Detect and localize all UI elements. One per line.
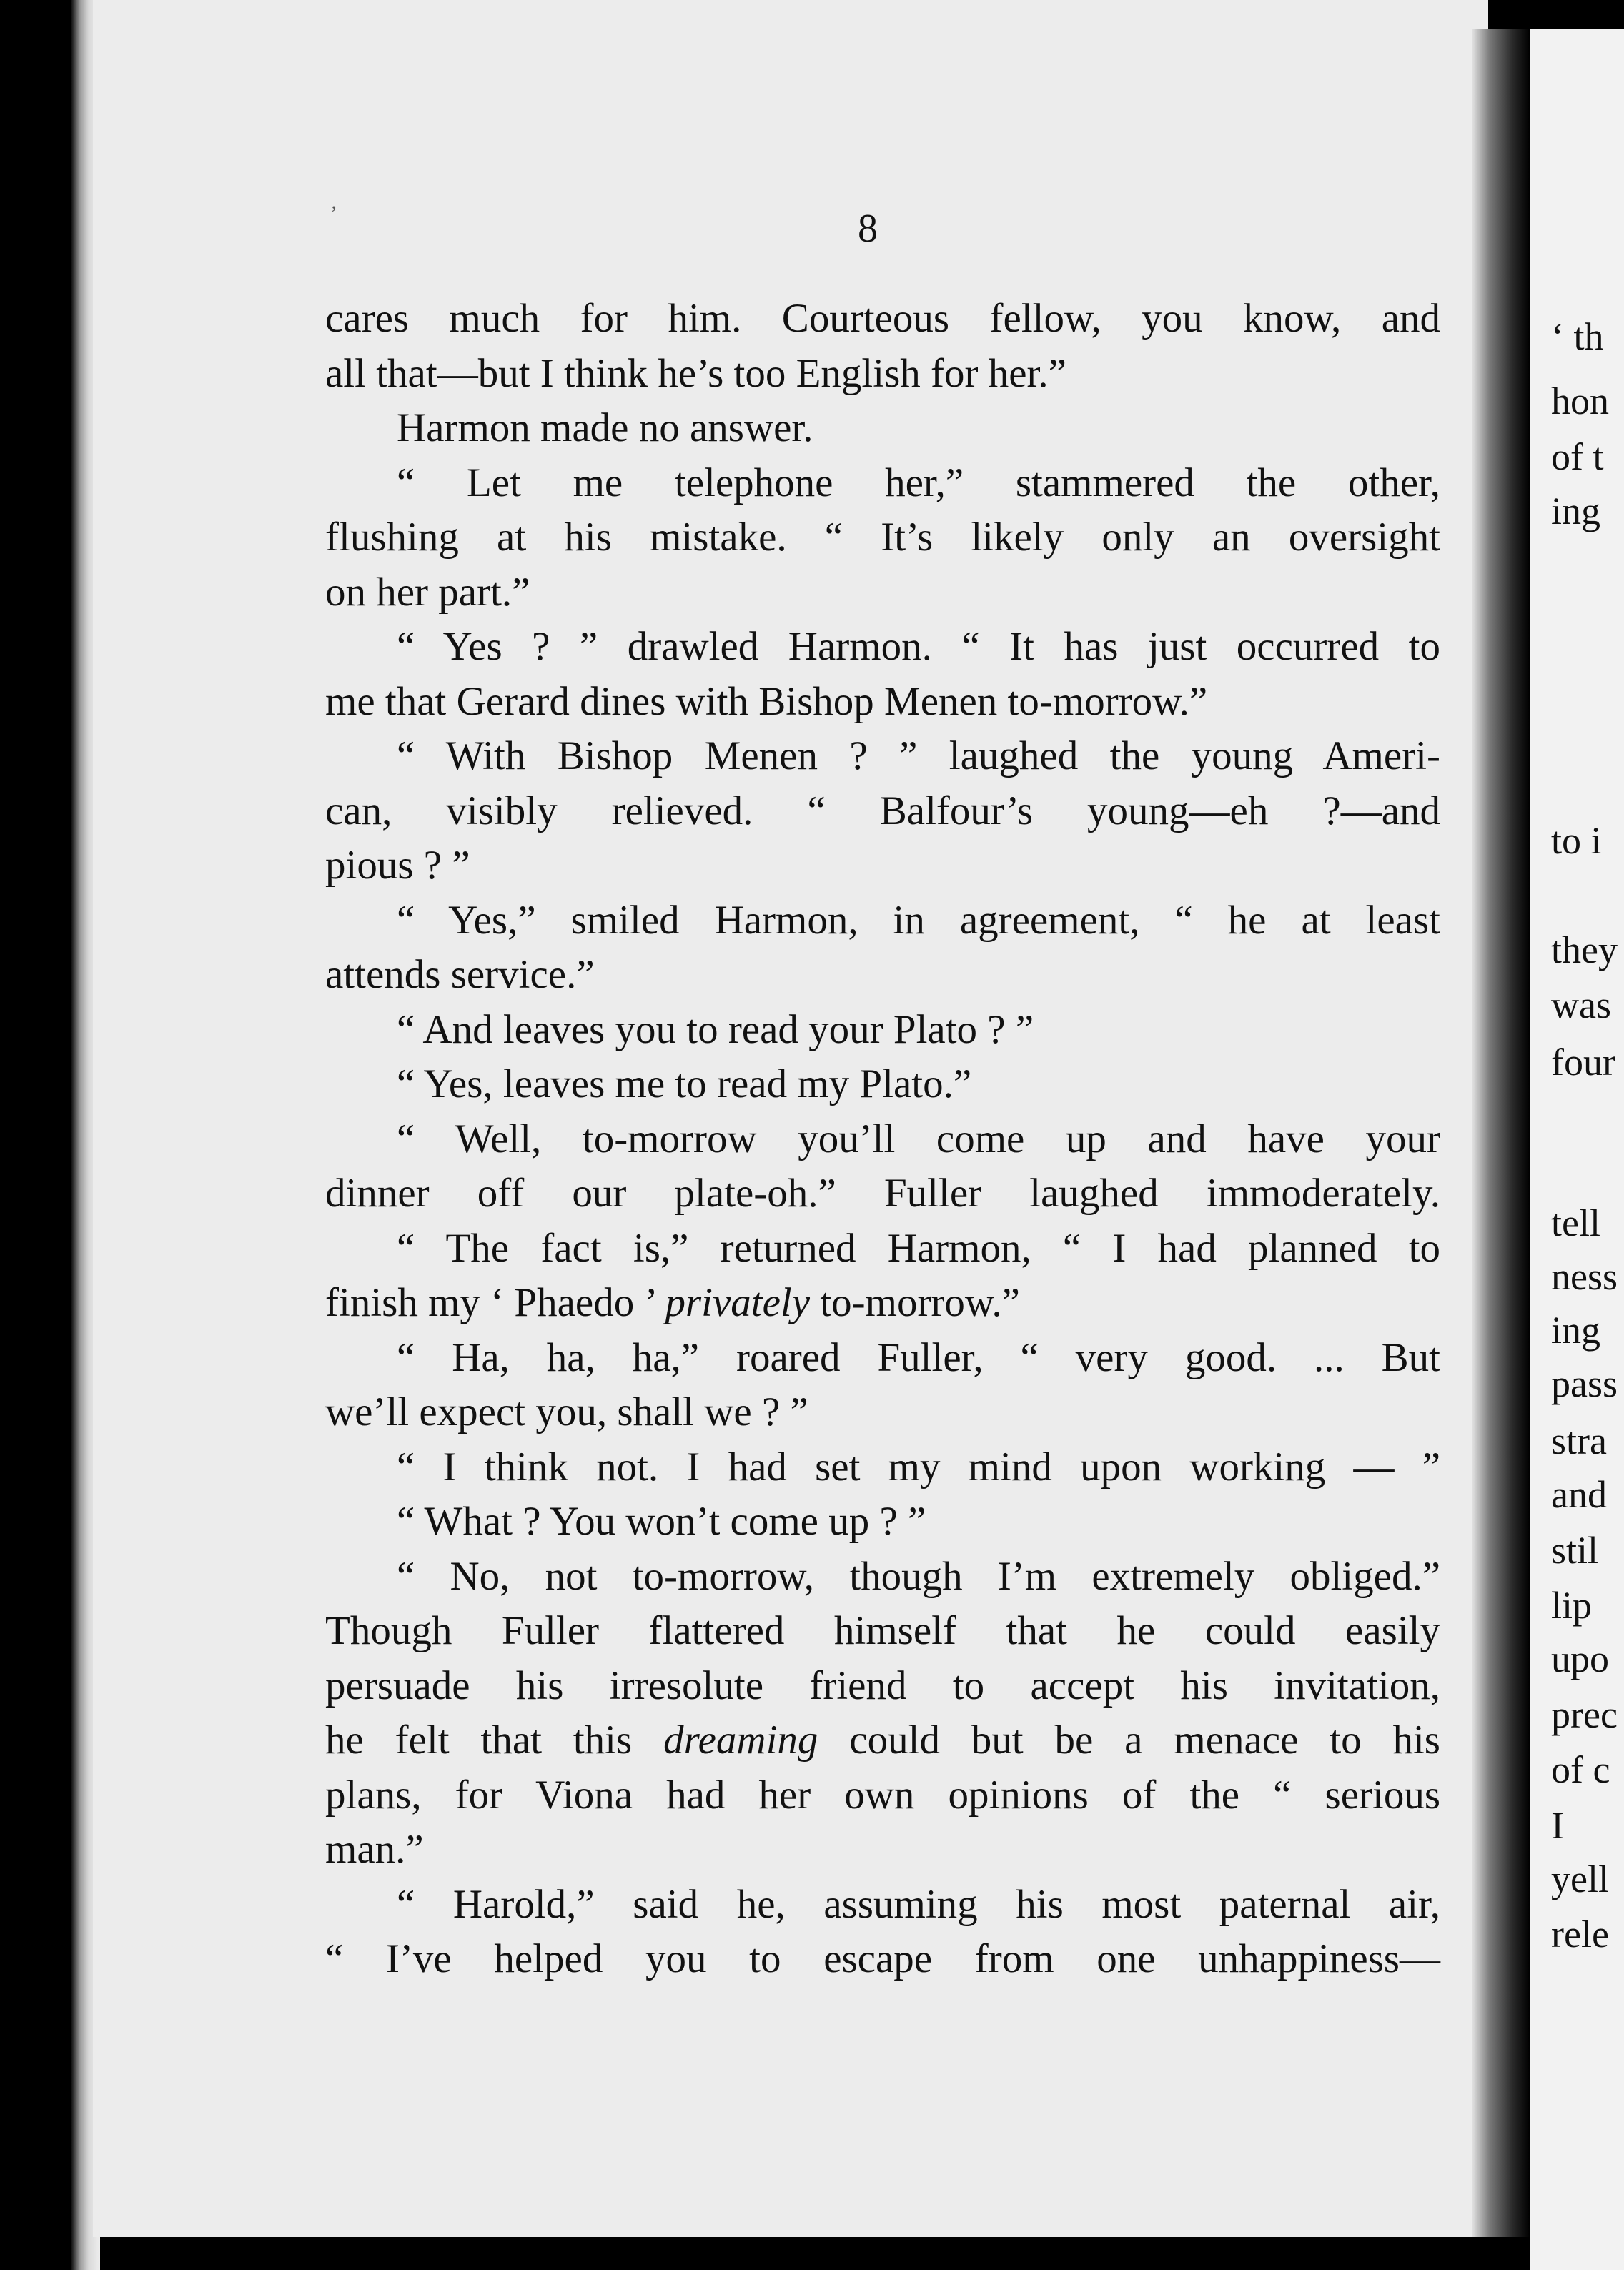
facing-page-fragment: and [1551, 1473, 1607, 1516]
text-line: finish my ‘ Phaedo ’ privately to-morrow.” [325, 1280, 1020, 1325]
facing-page-fragment: ness [1551, 1255, 1618, 1298]
text-line: “ Yes ? ” drawled Harmon. “ It has just occurred to [397, 624, 1440, 669]
text-line: he felt that this dreaming could but be a menace to his [325, 1718, 1440, 1763]
text-line: attends service.” [325, 952, 595, 997]
text-line: “ No, not to-morrow, though I’m extremely obliged.” [397, 1553, 1440, 1599]
text-line: “ Let me telephone her,” stammered the other, [397, 460, 1440, 505]
facing-page-fragment: ing [1551, 490, 1601, 532]
facing-page-fragment: prec [1551, 1693, 1618, 1736]
text-line: “ I’ve helped you to escape from one unhappiness— [325, 1936, 1440, 1981]
facing-page-fragment: to i [1551, 819, 1602, 862]
text-line: “ Yes, leaves me to read my Plato.” [397, 1061, 972, 1106]
facing-page-fragment: ‘ th [1551, 315, 1604, 358]
text-line: “ Harold,” said he, assuming his most paternal air, [397, 1881, 1440, 1927]
facing-page-fragment: lip [1551, 1584, 1593, 1627]
facing-page-fragment: four [1551, 1041, 1615, 1084]
facing-page-fragment: rele [1551, 1913, 1609, 1956]
text-line: “ With Bishop Menen ? ” laughed the young Ameri- [397, 733, 1440, 778]
facing-page-fragment: I [1551, 1804, 1564, 1847]
facing-page-fragment: they [1551, 928, 1618, 971]
text-line: “ The fact is,” returned Harmon, “ I had planned to [397, 1225, 1440, 1271]
text-line: “ Well, to-morrow you’ll come up and have your [397, 1116, 1440, 1161]
facing-page-fragment: ing [1551, 1309, 1601, 1352]
text-line: cares much for him. Courteous fellow, you know, and [325, 296, 1440, 341]
stray-mark: ’ [330, 202, 337, 225]
text-line: we’ll expect you, shall we ? ” [325, 1389, 808, 1434]
text-line: all that—but I think he’s too English for her.” [325, 350, 1066, 396]
text-line: man.” [325, 1827, 424, 1872]
facing-page-fragment: stil [1551, 1529, 1599, 1572]
text-line: Harmon made no answer. [397, 405, 813, 450]
facing-page-fragment: upo [1551, 1637, 1609, 1680]
text-line: “ And leaves you to read your Plato ? ” [397, 1006, 1034, 1052]
text-line: “ What ? You won’t come up ? ” [397, 1499, 926, 1544]
text-line: plans, for Viona had her own opinions of the “ serious [325, 1772, 1440, 1818]
facing-page-fragment: yell [1551, 1858, 1609, 1900]
text-line: on her part.” [325, 569, 530, 615]
page-body-text [325, 292, 1440, 1987]
facing-page-fragment: was [1551, 983, 1611, 1026]
book-gutter [1472, 29, 1530, 2237]
text-line: pious ? ” [325, 843, 470, 888]
text-line: Though Fuller flattered himself that he could easily [325, 1608, 1440, 1653]
facing-page [1530, 29, 1624, 2270]
facing-page-fragment: of t [1551, 435, 1604, 478]
text-line: persuade his irresolute friend to accept his invitation, [325, 1662, 1440, 1708]
text-line: flushing at his mistake. “ It’s likely only an oversight [325, 515, 1440, 560]
facing-page-fragment: of c [1551, 1748, 1610, 1791]
text-line: me that Gerard dines with Bishop Menen to-morrow.” [325, 678, 1208, 724]
text-line: “ Yes,” smiled Harmon, in agreement, “ he at least [397, 897, 1440, 943]
facing-page-fragment: pass [1551, 1362, 1618, 1405]
text-line: “ Ha, ha, ha,” roared Fuller, “ very good. ... But [397, 1334, 1440, 1380]
text-line: dinner off our plate-oh.” Fuller laughed immoderately. [325, 1171, 1440, 1216]
facing-page-fragment: stra [1551, 1419, 1607, 1462]
text-line: “ I think not. I had set my mind upon working — ” [397, 1444, 1440, 1490]
text-line: can, visibly relieved. “ Balfour’s young—eh ?—and [325, 788, 1440, 833]
facing-page-fragment: tell [1551, 1201, 1600, 1244]
page-number: 8 [858, 207, 878, 251]
facing-page-fragment: hon [1551, 380, 1609, 422]
